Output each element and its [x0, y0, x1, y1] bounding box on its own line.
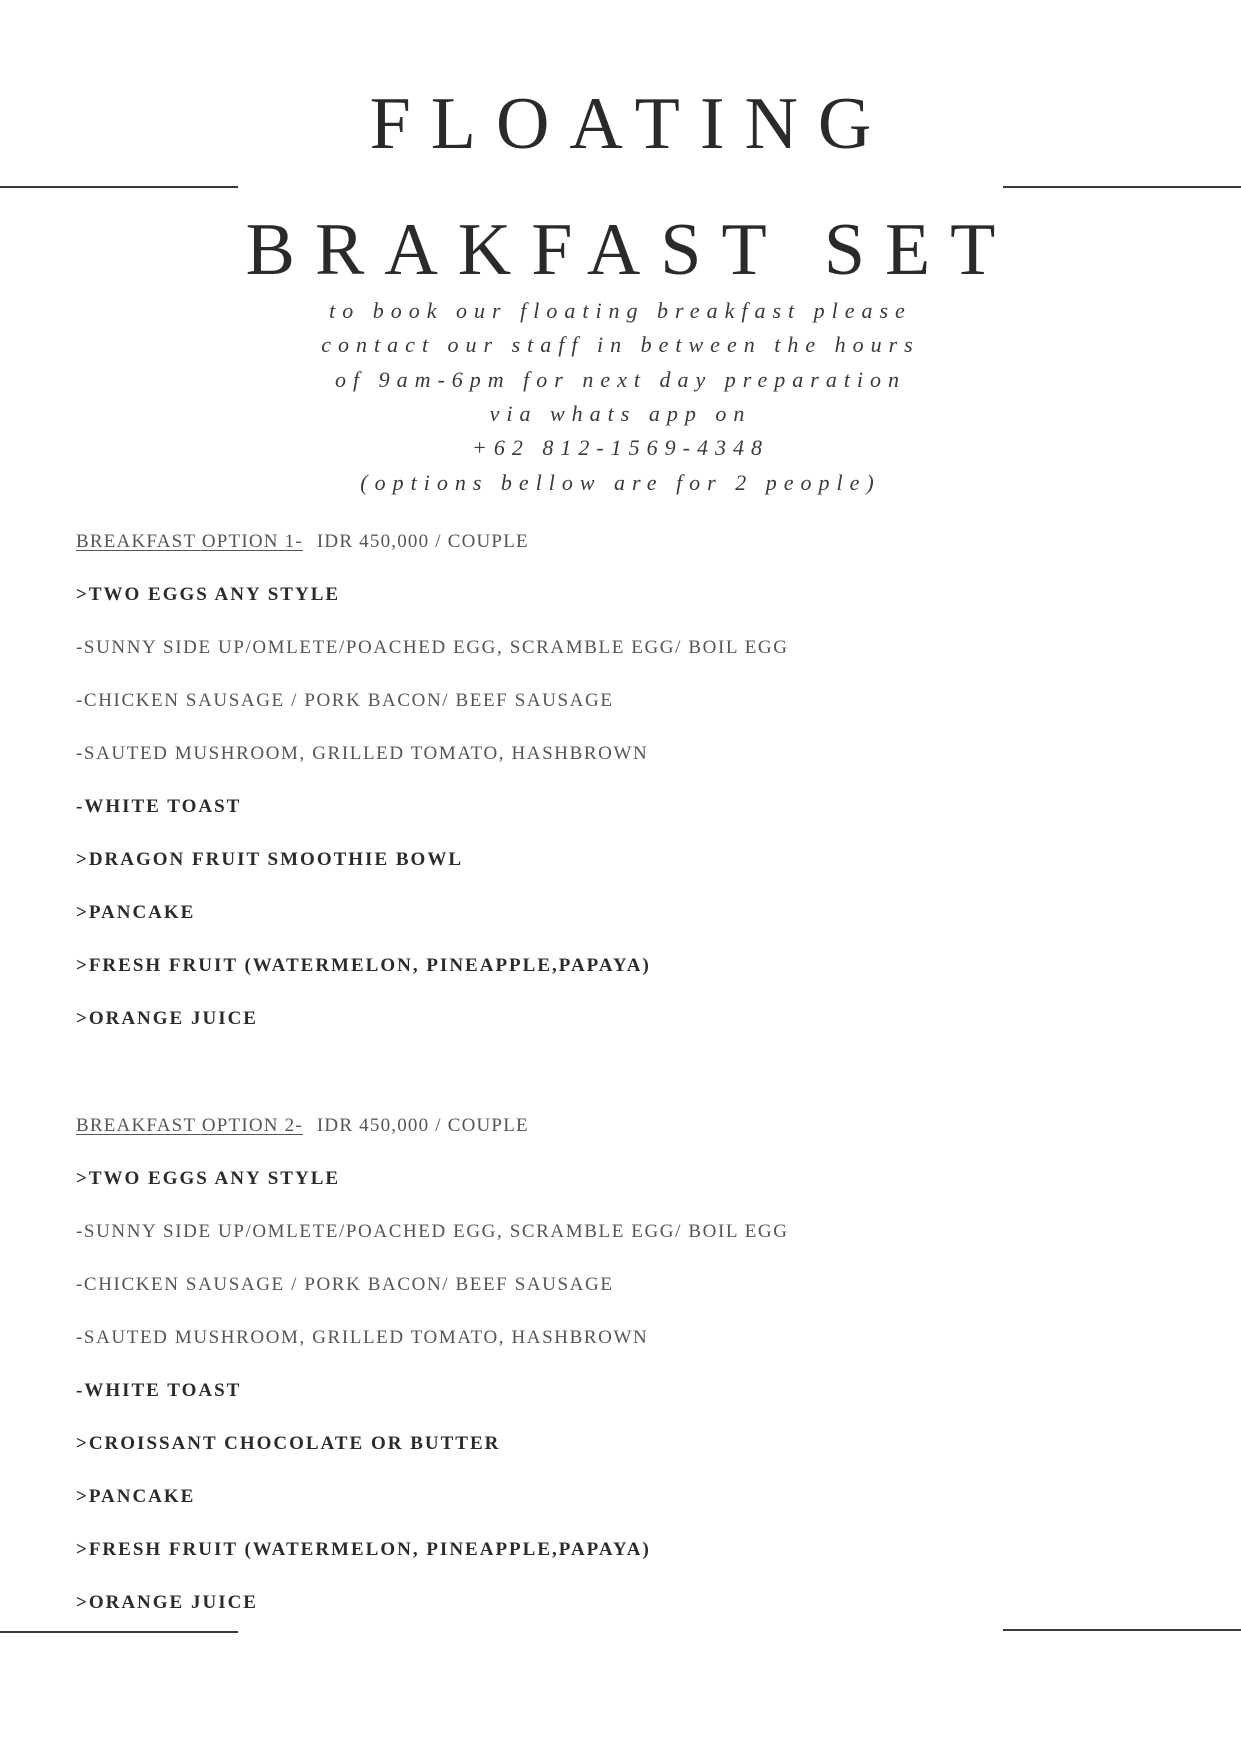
- menu-item: >ORANGE JUICE: [76, 1008, 258, 1029]
- menu-item: >FRESH FRUIT (WATERMELON, PINEAPPLE,PAPAYA): [76, 1539, 651, 1560]
- option-2-heading: [76, 1113, 529, 1139]
- menu-item: -WHITE TOAST: [76, 1380, 242, 1401]
- menu-item: >DRAGON FRUIT SMOOTHIE BOWL: [76, 849, 463, 870]
- option-1-price: IDR 450,000 / COUPLE: [316, 531, 529, 552]
- intro-note: (options bellow are for 2 people): [360, 470, 881, 495]
- option-1-label: BREAKFAST OPTION 1-: [76, 531, 303, 552]
- intro-line: to book our floating breakfast please: [329, 298, 912, 323]
- menu-item: -SAUTED MUSHROOM, GRILLED TOMATO, HASHBROWN: [76, 743, 649, 764]
- menu-item: -CHICKEN SAUSAGE / PORK BACON/ BEEF SAUSAGE: [76, 690, 614, 711]
- page-title-line-2: BRAKFAST SET: [245, 209, 1016, 291]
- menu-item: >FRESH FRUIT (WATERMELON, PINEAPPLE,PAPAYA): [76, 955, 651, 976]
- intro-line: contact our staff in between the hours: [321, 332, 920, 357]
- intro-phone-number: +62 812-1569-4348: [472, 435, 769, 460]
- menu-item: -WHITE TOAST: [76, 796, 242, 817]
- menu-item: >ORANGE JUICE: [76, 1592, 258, 1613]
- divider-bottom-right: [1003, 1629, 1241, 1631]
- menu-item: -CHICKEN SAUSAGE / PORK BACON/ BEEF SAUSAGE: [76, 1274, 614, 1295]
- menu-item: >PANCAKE: [76, 902, 196, 923]
- divider-top-right: [1003, 186, 1241, 188]
- intro-line: of 9am-6pm for next day preparation: [334, 367, 907, 392]
- menu-item: >TWO EGGS ANY STYLE: [76, 1168, 341, 1189]
- option-2-price: IDR 450,000 / COUPLE: [316, 1115, 529, 1136]
- menu-item: >TWO EGGS ANY STYLE: [76, 584, 341, 605]
- option-2-label: BREAKFAST OPTION 2-: [76, 1115, 303, 1136]
- menu-item: >PANCAKE: [76, 1486, 196, 1507]
- divider-bottom-left: [0, 1631, 238, 1633]
- divider-top-left: [0, 186, 238, 188]
- intro-line: via whats app on: [489, 401, 752, 426]
- menu-item: -SAUTED MUSHROOM, GRILLED TOMATO, HASHBROWN: [76, 1327, 649, 1348]
- menu-item: >CROISSANT CHOCOLATE OR BUTTER: [76, 1433, 501, 1454]
- menu-item: -SUNNY SIDE UP/OMLETE/POACHED EGG, SCRAMBLE EGG/ BOIL EGG: [76, 637, 789, 658]
- menu-item: -SUNNY SIDE UP/OMLETE/POACHED EGG, SCRAMBLE EGG/ BOIL EGG: [76, 1221, 789, 1242]
- page-title-line-1: FLOATING: [369, 83, 892, 165]
- option-1-heading: [76, 529, 529, 555]
